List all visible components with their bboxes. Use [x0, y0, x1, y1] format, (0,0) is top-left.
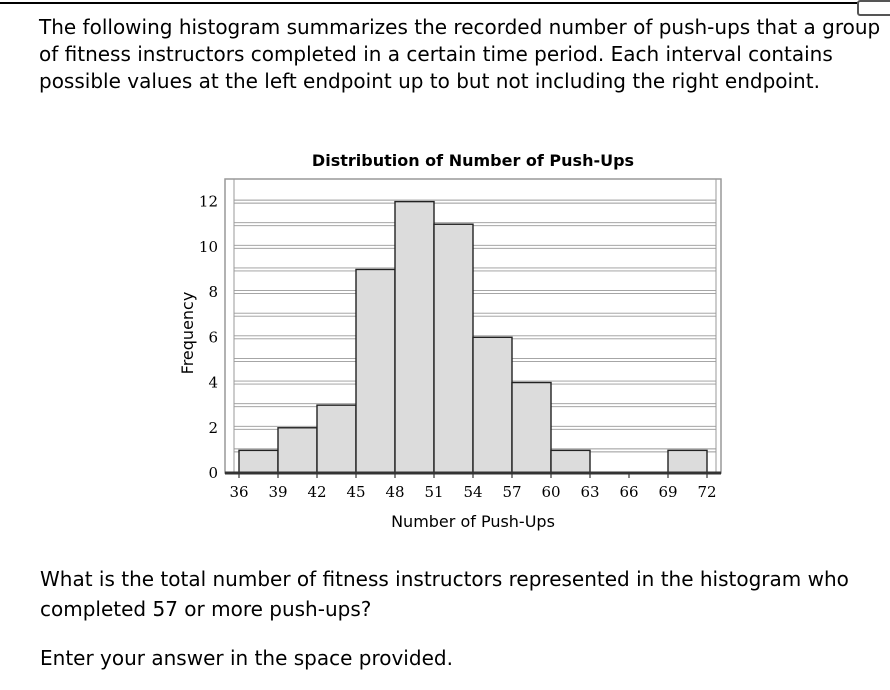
- x-tick-label: 66: [619, 483, 639, 501]
- y-axis-label: Frequency: [178, 291, 197, 375]
- histogram-bar: [356, 269, 395, 473]
- y-tick-label: 6: [208, 328, 218, 347]
- histogram-bar: [434, 224, 473, 473]
- histogram-bar: [512, 383, 551, 473]
- x-tick-label: 63: [580, 483, 600, 501]
- x-tick-label: 51: [424, 483, 444, 501]
- histogram-bar: [473, 337, 512, 473]
- x-tick-label: 39: [268, 483, 288, 501]
- x-tick-label: 69: [658, 483, 678, 501]
- y-tick-labels: [199, 193, 218, 482]
- y-tick-label: 0: [208, 464, 218, 482]
- x-tick-label: 48: [385, 483, 405, 501]
- histogram-bar: [278, 428, 317, 473]
- bar-layer: [239, 202, 707, 473]
- histogram-bar: [395, 202, 434, 473]
- answer-instruction: Enter your answer in the space provided.: [40, 646, 453, 670]
- histogram-bar: [551, 450, 590, 473]
- y-tick-label: 8: [208, 283, 218, 302]
- question-prompt: What is the total number of fitness instructors represented in the histogram who completed 57 or more push-ups?: [40, 567, 849, 621]
- question-text: The following histogram summarizes the recorded number of push-ups that a group of fitness instructors completed in a certain time period. Each interval contains possible values at the left endpoint up to but not including the right endpoint.: [39, 15, 881, 93]
- x-axis-label: Number of Push-Ups: [391, 512, 555, 531]
- x-tick-label: 72: [697, 483, 717, 501]
- y-tick-label: 4: [208, 373, 218, 392]
- y-tick-label: 12: [198, 192, 218, 211]
- x-tick-label: 60: [541, 483, 561, 501]
- x-tick-label: 57: [502, 483, 522, 501]
- x-tick-label: 45: [346, 483, 366, 501]
- y-tick-label: 2: [208, 418, 218, 437]
- x-tick-label: 54: [463, 483, 483, 501]
- x-tick-label: 42: [307, 483, 327, 501]
- chart-title: Distribution of Number of Push-Ups: [311, 151, 635, 170]
- histogram-bar: [668, 450, 707, 473]
- histogram-bar: [317, 405, 356, 473]
- axis-layer: [225, 473, 721, 478]
- histogram-bar: [239, 450, 278, 473]
- x-tick-labels: [229, 483, 716, 501]
- y-tick-label: 10: [198, 237, 218, 256]
- x-tick-label: 36: [229, 483, 249, 501]
